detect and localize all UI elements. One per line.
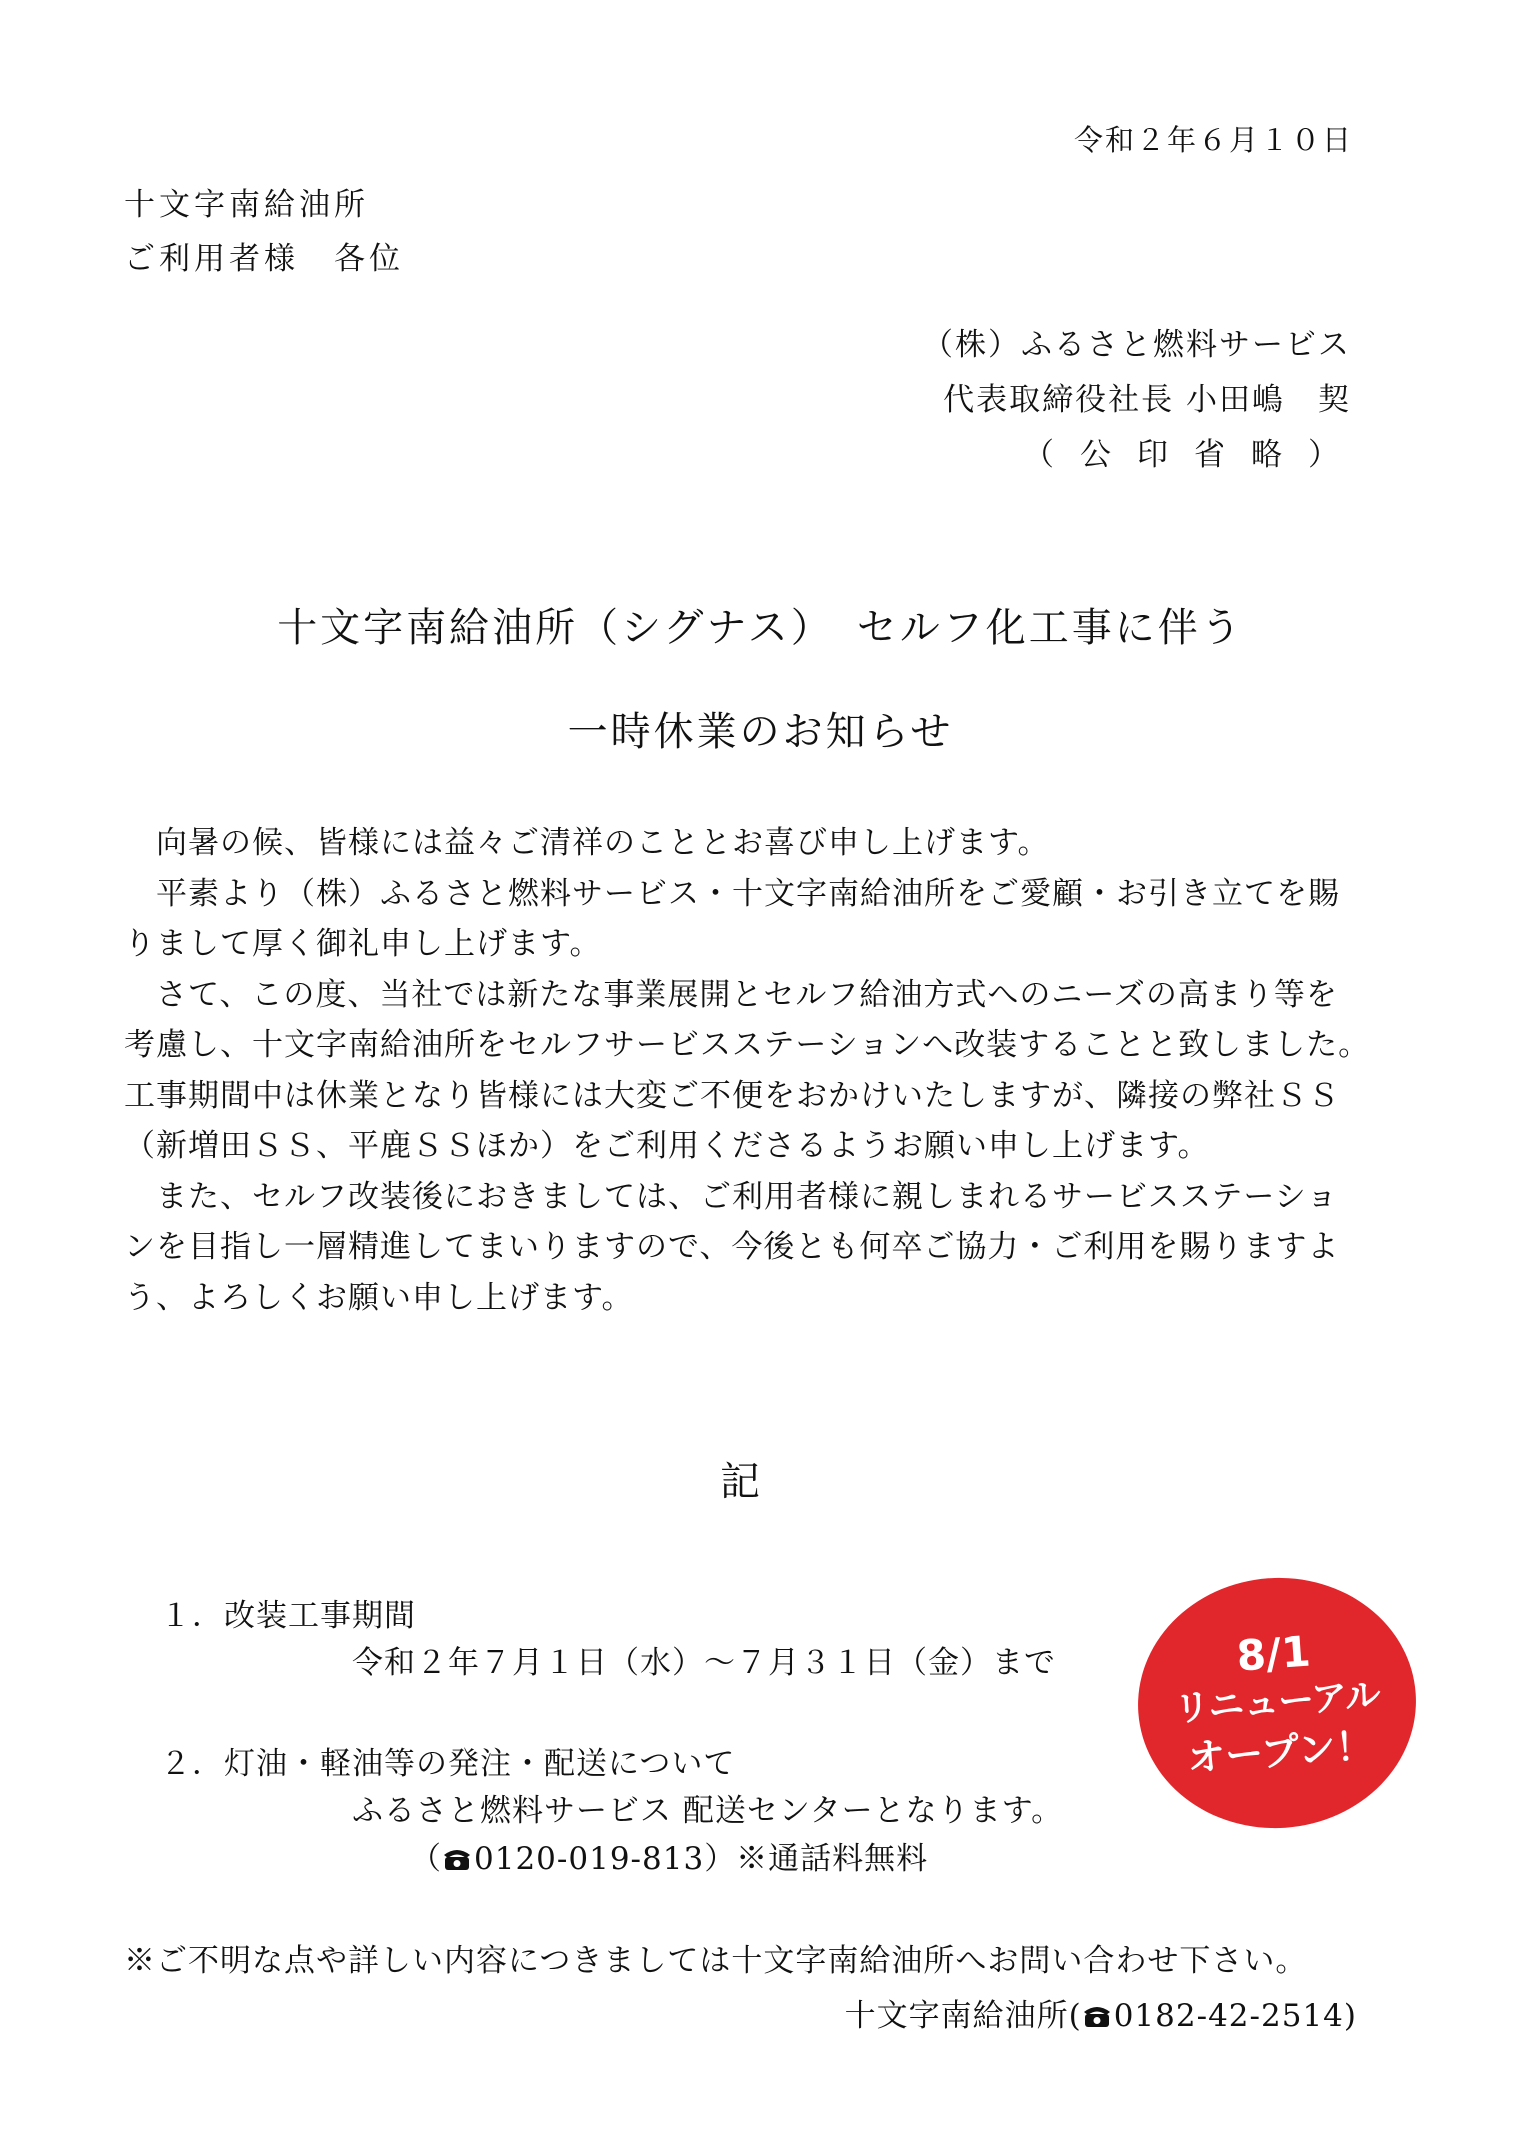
inquiry-note: ※ご不明な点や詳しい内容につきましては十文字南給油所へお問い合わせ下さい。 [124, 1943, 1308, 1979]
item2-delivery-center: ふるさと燃料サービス 配送センターとなります。 [352, 1793, 1064, 1829]
station-name: 十文字南給油所( [844, 1998, 1082, 2034]
renewal-open-badge [1130, 1569, 1425, 1838]
body-line: さて、この度、当社では新たな事業展開とセルフ給油方式へのニーズの高まり等を [124, 976, 1338, 1013]
sender-name: 代表取締役社長 小田嶋 契 [943, 382, 1351, 418]
recipient-block [124, 178, 404, 286]
body-line: 平素より（株）ふるさと燃料サービス・十文字南給油所をご愛顧・お引き立てを賜 [124, 875, 1340, 912]
ki-heading: 記 [720, 1459, 760, 1505]
sender-company: （株）ふるさと燃料サービス [922, 327, 1351, 363]
notice-body [124, 818, 1371, 1323]
badge-open: オープン！ [1185, 1723, 1376, 1781]
badge-date: 8/1 [1235, 1626, 1313, 1681]
item2-phone-line: （ 0120-019-813）※通話料無料 [410, 1841, 929, 1877]
body-line: 工事期間中は休業となり皆様には大変ご不便をおかけいたしますが、隣接の弊社ＳＳ [124, 1077, 1340, 1114]
badge-renewal: リニューアル [1172, 1674, 1382, 1731]
body-line: う、よろしくお願い申し上げます。 [124, 1279, 634, 1316]
body-line: （新増田ＳＳ、平鹿ＳＳほか）をご利用くださるようお願い申し上げます。 [124, 1128, 1210, 1164]
item1-heading: １．改装工事期間 [160, 1598, 416, 1634]
body-line: 向暑の候、皆様には益々ご清祥のこととお喜び申し上げます。 [124, 825, 1050, 861]
sender-block [922, 318, 1365, 483]
phone-icon [1082, 2001, 1112, 2027]
delivery-phone-number: 0120-019-813 [474, 1841, 705, 1877]
notice-title-line1: 十文字南給油所（シグナス） セルフ化工事に伴う [277, 605, 1244, 651]
recipient-customers: ご利用者様 各位 [124, 241, 404, 277]
station-contact: 十文字南給油所( 0182-42-2514) [844, 1998, 1357, 2034]
recipient-station: 十文字南給油所 [124, 187, 369, 223]
seal-omitted-note: （公印省略） [1023, 437, 1365, 473]
body-line: ンを目指し一層精進してまいりますので、今後とも何卒ご協力・ご利用を賜りますよ [124, 1229, 1340, 1265]
body-line: また、セルフ改装後におきましては、ご利用者様に親しまれるサービスステーショ [124, 1178, 1339, 1215]
body-line: りまして厚く御礼申し上げます。 [124, 926, 602, 962]
item1-period: 令和２年７月１日（水）～７月３１日（金）まで [352, 1645, 1056, 1681]
station-phone-number: 0182-42-2514 [1113, 1998, 1344, 2034]
issue-date: 令和２年６月１０日 [1073, 123, 1353, 157]
phone-icon [442, 1844, 472, 1870]
body-line: 考慮し、十文字南給油所をセルフサービスステーションへ改装することと致しました。 [124, 1027, 1371, 1063]
notice-title-line2: 一時休業のお知らせ [567, 709, 954, 755]
item2-heading: ２．灯油・軽油等の発注・配送について [160, 1746, 736, 1782]
